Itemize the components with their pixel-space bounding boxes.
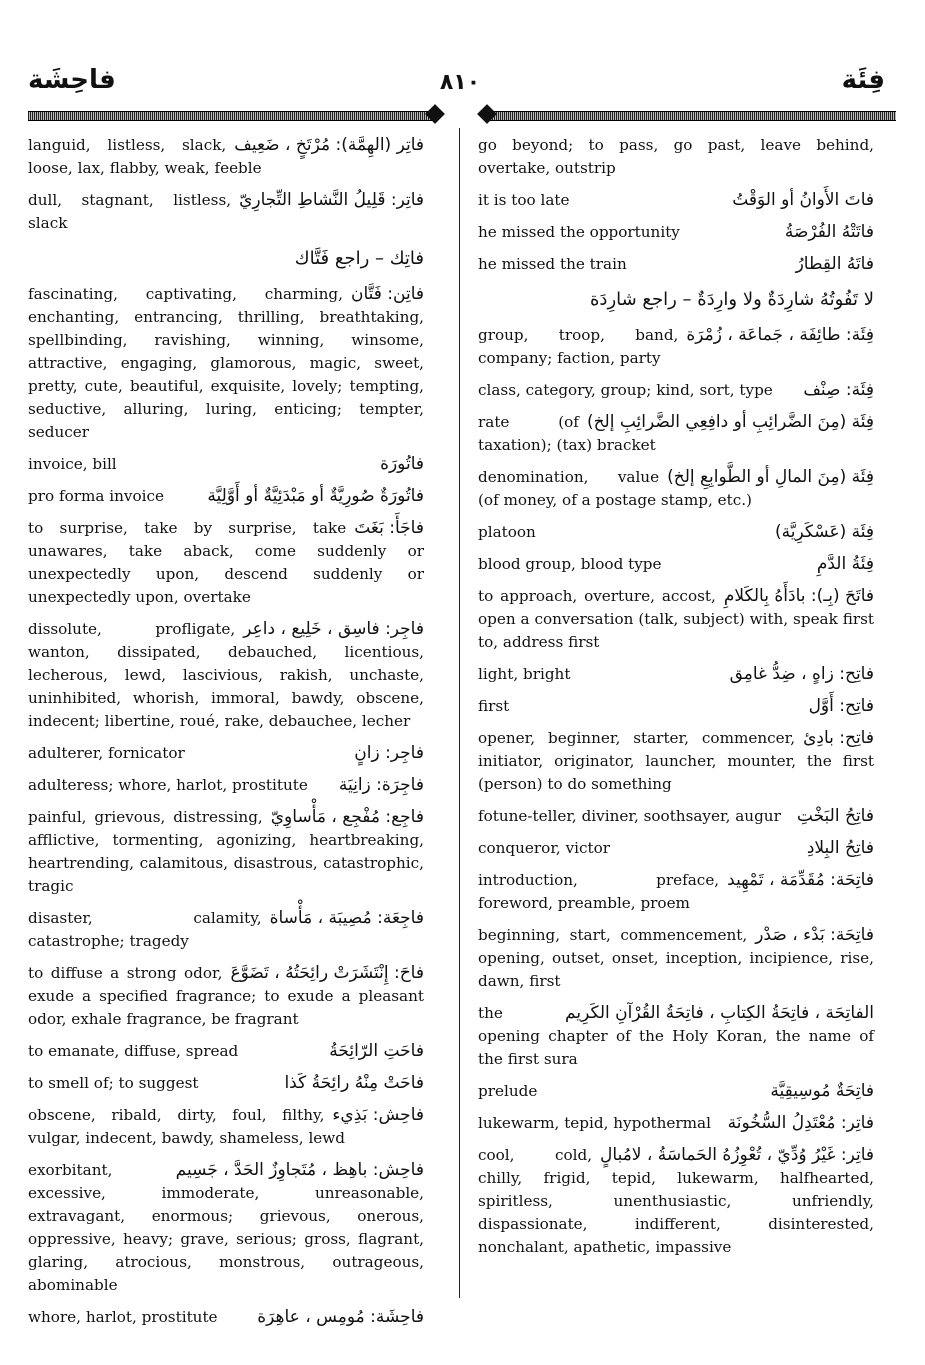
- dictionary-entry: [478, 379, 874, 402]
- arabic-headword: فاتَهُ القِطارُ: [795, 254, 874, 274]
- arabic-headword: فاتِح: زاهٍ ، ضِدُّ غامِق: [729, 664, 874, 684]
- english-definition: light, bright: [478, 665, 571, 683]
- dictionary-entry: [28, 1040, 424, 1063]
- dictionary-entry: [478, 1002, 874, 1071]
- english-definition: to emanate, diffuse, spread: [28, 1042, 239, 1060]
- arabic-headword: فاحَ: إِنْتَشَرَتْ رائِحَتُهُ ، تَضَوَّعَ: [230, 963, 424, 983]
- english-definition: first: [478, 697, 510, 715]
- arabic-headword: فاتِحُ البَخْتِ: [796, 806, 874, 826]
- arabic-headword: فاتِن: فَتَّان: [350, 284, 424, 304]
- arabic-headword: فاجِعَة: مُصِيبَة ، مَأْساة: [269, 908, 424, 928]
- dictionary-entry: [28, 962, 424, 1031]
- arabic-headword: فاجِر: زانٍ: [354, 743, 424, 763]
- arabic-headword: فاجَأَ: بَغَتَ: [354, 518, 424, 538]
- english-definition: he missed the opportunity: [478, 223, 680, 241]
- english-definition: lukewarm, tepid, hypothermal: [478, 1114, 711, 1132]
- dictionary-entry: [478, 837, 874, 860]
- dictionary-entry: [28, 806, 424, 898]
- english-definition: disaster, calamity, catastrophe; tragedy: [28, 909, 262, 950]
- arabic-headword: فاتُورَةٌ صُورِيَّةٌ أو مَبْدَئِيَّةٌ أو أَوَّلِيَّة: [207, 486, 424, 506]
- arabic-headword: فاتَ الأَوانُ أو الوَقْتُ: [732, 190, 874, 210]
- dictionary-entry: [28, 742, 424, 765]
- arabic-headword: فاتِك – راجع فَتَّاك: [294, 248, 424, 269]
- english-definition: exorbitant, excessive, immoderate, unreasonable, extravagant, enormous; grievous, onerous, oppressive, heavy; grave, serious; gross, flagrant, glaring, atrocious, monstrous, outrageous, abominable: [28, 1161, 424, 1294]
- header-guide-word-left: فاحِشَة: [28, 65, 116, 95]
- dictionary-entry: [478, 695, 874, 718]
- dictionary-entry: [478, 727, 874, 796]
- arabic-headword: فِئَةُ الدَّمِ: [816, 554, 874, 574]
- english-definition: rate (of taxation); (tax) bracket: [478, 413, 656, 454]
- english-definition: adulterer, fornicator: [28, 744, 185, 762]
- dictionary-entry: [478, 869, 874, 915]
- english-definition: conqueror, victor: [478, 839, 611, 857]
- dictionary-entry: [478, 285, 874, 315]
- arabic-headword: فاجِر: فاسِق ، خَلِيع ، داعِر: [243, 619, 424, 639]
- english-definition: beginning, start, commencement, opening, outset, onset, inception, incipience, rise, dawn, first: [478, 926, 874, 990]
- arabic-headword: فاجِع: مُفْجِع ، مَأْساوِيّ: [270, 807, 424, 827]
- arabic-headword: فِئَة: طائِفَة ، جَماعَة ، زُمْرَة: [686, 325, 874, 345]
- arabic-headword: فِئَة (عَسْكَرِيَّة): [775, 522, 874, 542]
- dictionary-entry: [478, 553, 874, 576]
- english-definition: platoon: [478, 523, 536, 541]
- dictionary-entry: [28, 283, 424, 444]
- dictionary-entry: [28, 618, 424, 733]
- english-definition: languid, listless, slack, loose, lax, flabby, weak, feeble: [28, 136, 262, 177]
- dictionary-entry: [478, 585, 874, 654]
- dictionary-entry: [478, 1144, 874, 1259]
- english-definition: opener, beginner, starter, commencer, initiator, originator, launcher, mounter, the first (person) to do something: [478, 729, 874, 793]
- arabic-headword: فاحَتْ مِنْهُ رائِحَةُ كَذا: [284, 1073, 424, 1093]
- english-definition: prelude: [478, 1082, 538, 1100]
- arabic-headword: فاتِحَة: بَدْء ، صَدْر: [755, 925, 874, 945]
- dictionary-entry: [478, 221, 874, 244]
- dictionary-entry: [478, 521, 874, 544]
- arabic-headword: فاتِر: غَيْرُ وُدِّيّ ، تُعْوِزُهُ الحَماسَةُ ، لامُبالٍ: [600, 1145, 874, 1165]
- header-rule-right: [484, 108, 896, 122]
- dictionary-entry: [478, 1080, 874, 1103]
- arabic-headword: فاحَتِ الرّائِحَةُ: [329, 1041, 424, 1061]
- english-definition: pro forma invoice: [28, 487, 164, 505]
- arabic-headword: فاتِحَةٌ مُوسِيقِيَّة: [770, 1081, 874, 1101]
- english-definition: fotune-teller, diviner, soothsayer, augur: [478, 807, 781, 825]
- left-column: [28, 134, 424, 1338]
- english-definition: obscene, ribald, dirty, foul, filthy, vulgar, indecent, bawdy, shameless, lewd: [28, 1106, 346, 1147]
- english-definition: painful, grievous, distressing, afflictive, tormenting, agonizing, heartbreaking, heartrending, calamitous, disastrous, catastrophic, tragic: [28, 808, 424, 895]
- arabic-headword: لا تَفُوتُهُ شارِدَةٌ ولا وارِدَةٌ – راجع شارِدَة: [590, 289, 874, 310]
- dictionary-entry: [28, 134, 424, 180]
- english-definition: blood group, blood type: [478, 555, 662, 573]
- english-definition: whore, harlot, prostitute: [28, 1308, 218, 1326]
- arabic-headword: فاتُورَة: [380, 454, 424, 474]
- arabic-headword: فاتِح: بادِئ: [803, 728, 874, 748]
- english-definition: cool, cold, chilly, frigid, tepid, lukewarm, halfhearted, spiritless, unenthusiastic, unfriendly, dispassionate, indifferent, disinterested, nonchalant, apathetic, impassive: [478, 1146, 874, 1256]
- arabic-headword: فاتِحَة: مُقَدِّمَة ، تَمْهِيد: [727, 870, 874, 890]
- english-definition: dull, stagnant, listless, slack: [28, 191, 232, 232]
- arabic-headword: فاتِر: مُعْتَدِلُ السُّخُونَة: [727, 1113, 874, 1133]
- dictionary-entry: [28, 1159, 424, 1297]
- dictionary-entry: [28, 485, 424, 508]
- dictionary-entry: [28, 517, 424, 609]
- english-definition: group, troop, band, company; faction, party: [478, 326, 679, 367]
- arabic-headword: فاتَحَ (بِـ): بادَأَهُ بِالكَلامِ: [723, 586, 874, 606]
- dictionary-entry: [478, 253, 874, 276]
- header-rule-left: [28, 108, 438, 122]
- arabic-headword: فاتِر (الهِمَّة): مُرْتَخٍ ، ضَعِيف: [234, 135, 424, 155]
- header-guide-word-right: فِئَة: [841, 65, 885, 95]
- english-definition: introduction, preface, foreword, preamble, proem: [478, 871, 720, 912]
- english-definition: class, category, group; kind, sort, type: [478, 381, 773, 399]
- english-definition: adulteress; whore, harlot, prostitute: [28, 776, 308, 794]
- english-definition: invoice, bill: [28, 455, 117, 473]
- english-definition: to smell of; to suggest: [28, 1074, 199, 1092]
- dictionary-entry: [28, 1306, 424, 1329]
- arabic-headword: فِئَة: صِنْف: [803, 380, 874, 400]
- arabic-headword: فاتِحُ البِلادِ: [806, 838, 874, 858]
- dictionary-entry: [28, 774, 424, 797]
- english-definition: the opening chapter of the Holy Koran, the name of the first sura: [478, 1004, 874, 1068]
- arabic-headword: فِئَة (مِنَ المالِ أو الطَّوابِعِ إلخ): [667, 467, 874, 487]
- dictionary-entry: [478, 411, 874, 457]
- dictionary-entry: [478, 663, 874, 686]
- dictionary-entry: [478, 189, 874, 212]
- dictionary-entry: [28, 453, 424, 476]
- dictionary-entry: [478, 134, 874, 180]
- arabic-headword: فاحِش: بَذِيء: [332, 1105, 424, 1125]
- dictionary-entry: [478, 466, 874, 512]
- dictionary-entry: [478, 924, 874, 993]
- english-definition: fascinating, captivating, charming, enchanting, entrancing, thrilling, breathtaking, spellbinding, ravishing, winning, winsome, attractive, engaging, glamorous, magic, sweet, pretty, cute, beautiful, exquisite, lovely; tempting, seductive, alluring, luring, enticing; tempter, seducer: [28, 285, 424, 441]
- arabic-headword: فِئَة (مِنَ الضَّرائِبِ أو دافِعِي الضَّرائِبِ إلخ): [586, 412, 874, 432]
- arabic-headword: فاحِش: باهِظ ، مُتَجاوِزٌ الحَدَّ ، جَسِيم: [175, 1160, 424, 1180]
- dictionary-entry: [28, 1104, 424, 1150]
- dictionary-entry: [478, 805, 874, 828]
- arabic-headword: فاجِرَة: زانِيَة: [338, 775, 424, 795]
- arabic-headword: فاتِر: قَلِيلُ النَّشاطِ التِّجارِيّ: [239, 190, 424, 210]
- english-definition: to surprise, take by surprise, take unawares, take aback, come suddenly or unexpectedly upon, descend suddenly or unexpectedly upon, overtake: [28, 519, 424, 606]
- right-column: [478, 134, 874, 1268]
- dictionary-entry: [28, 244, 424, 274]
- dictionary-entry: [28, 907, 424, 953]
- english-definition: to approach, overture, accost, open a conversation (talk, subject) with, speak first to, address first: [478, 587, 874, 651]
- dictionary-entry: [478, 1112, 874, 1135]
- arabic-headword: الفاتِحَة ، فاتِحَةُ الكِتابِ ، فاتِحَةُ القُرْآنِ الكَرِيم: [565, 1003, 874, 1023]
- page-number: ٨١٠: [439, 70, 481, 95]
- english-definition: go beyond; to pass, go past, leave behind, overtake, outstrip: [478, 136, 874, 177]
- dictionary-entry: [28, 1072, 424, 1095]
- dictionary-entry: [28, 189, 424, 235]
- dictionary-entry: [478, 324, 874, 370]
- arabic-headword: فاتِح: أَوَّل: [808, 696, 874, 716]
- arabic-headword: فاحِشَة: مُومِس ، عاهِرَة: [257, 1307, 424, 1327]
- column-divider: [459, 128, 460, 1298]
- english-definition: it is too late: [478, 191, 570, 209]
- arabic-headword: فاتَتْهُ الفُرْصَةُ: [784, 222, 874, 242]
- english-definition: to diffuse a strong odor, exude a specified fragrance; to exude a pleasant odor, exhale fragrance, be fragrant: [28, 964, 424, 1028]
- english-definition: he missed the train: [478, 255, 627, 273]
- english-definition: dissolute, profligate, wanton, dissipated, debauched, licentious, lecherous, lewd, lascivious, rakish, unchaste, uninhibited, whorish, immoral, bawdy, obscene, indecent; libertine, roué, rake, debauchee, lecher: [28, 620, 424, 730]
- english-definition: denomination, value (of money, of a postage stamp, etc.): [478, 468, 752, 509]
